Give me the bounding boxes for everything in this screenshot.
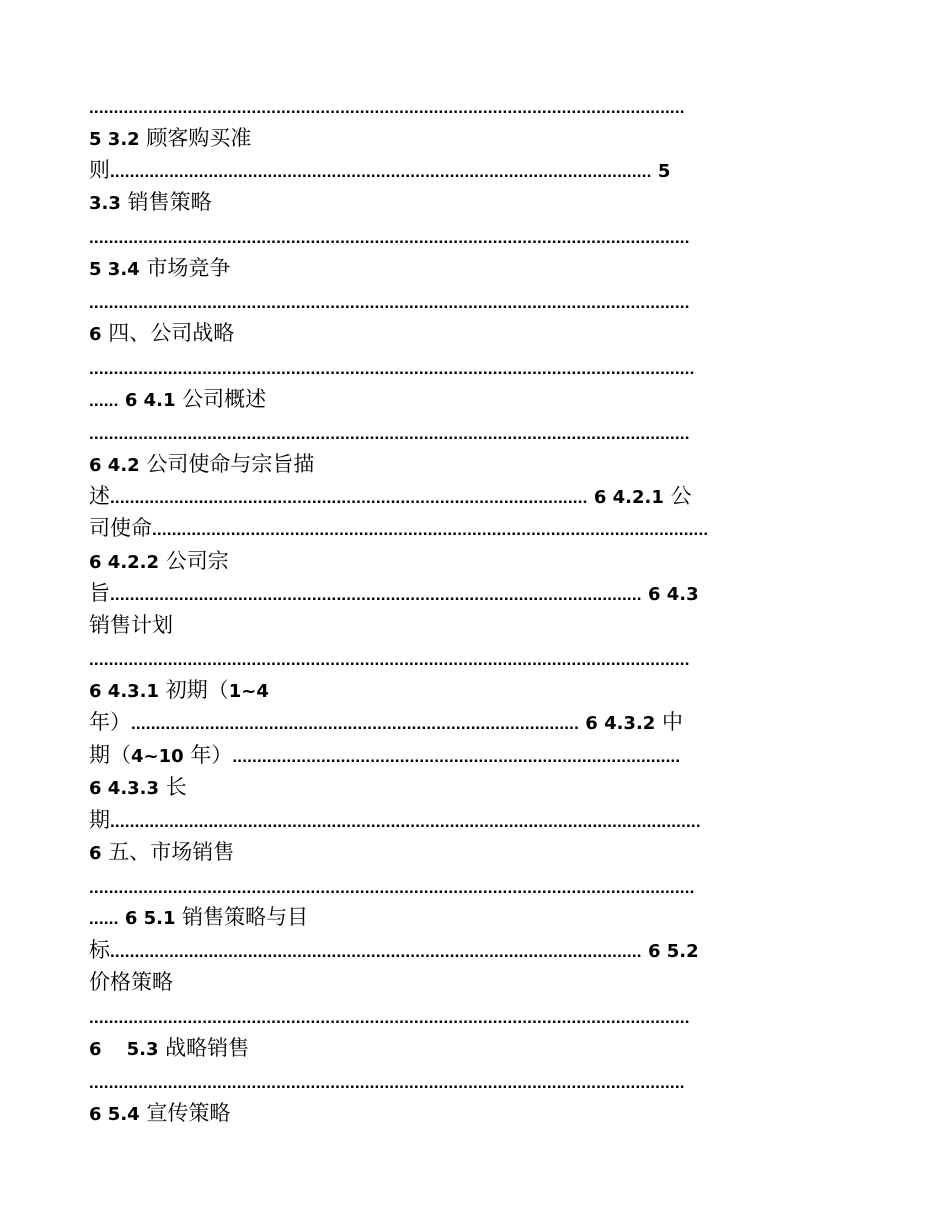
toc-line-5 bbox=[89, 221, 864, 251]
toc-line-15 bbox=[89, 546, 864, 576]
toc-title: 价格策略 bbox=[89, 970, 173, 994]
toc-title: 则 bbox=[89, 158, 110, 182]
toc-number: 6 4.2.1 bbox=[587, 487, 664, 508]
toc-number: 4~10 bbox=[131, 746, 184, 767]
toc-line-30 bbox=[89, 1033, 864, 1063]
toc-leader: ........................................................................................................................... bbox=[89, 878, 695, 897]
toc-line-1 bbox=[89, 91, 864, 121]
toc-number: 1~4 bbox=[228, 681, 269, 702]
toc-title: 四、公司战略 bbox=[101, 321, 235, 345]
toc-leader: ......................................................................................................................... bbox=[89, 1073, 685, 1092]
toc-number: 6 4.2 bbox=[89, 455, 140, 476]
toc-line-10 bbox=[89, 384, 864, 414]
toc-line-9 bbox=[89, 352, 864, 382]
toc-title: 市场竞争 bbox=[139, 256, 231, 280]
toc-number: 6 5.4 bbox=[89, 1104, 140, 1125]
toc-page-number: 6 bbox=[89, 843, 102, 864]
toc-line-32 bbox=[89, 1098, 864, 1128]
toc-line-4 bbox=[89, 187, 864, 217]
toc-title: 年） bbox=[183, 743, 233, 767]
toc-title: 销售计划 bbox=[89, 613, 173, 637]
toc-number: 6 4.3.2 bbox=[579, 713, 656, 734]
toc-title: 期 bbox=[89, 808, 110, 832]
toc-leader: ........................................................................................................................ bbox=[110, 812, 701, 831]
toc-number: 6 5.3 bbox=[89, 1039, 159, 1060]
toc-leader: ................................................................................................. bbox=[110, 488, 588, 507]
toc-page-number: 5 bbox=[651, 161, 671, 182]
toc-leader: ........................................................................................... bbox=[131, 714, 580, 733]
toc-line-3 bbox=[89, 155, 864, 185]
toc-line-26 bbox=[89, 902, 864, 932]
toc-title: 长 bbox=[159, 775, 187, 799]
toc-title: 司使命 bbox=[89, 516, 152, 540]
toc-line-24 bbox=[89, 837, 864, 867]
toc-line-7 bbox=[89, 286, 864, 316]
toc-line-29 bbox=[89, 1001, 864, 1031]
toc-leader: ...... bbox=[89, 391, 119, 410]
toc-title: 销售策略 bbox=[120, 190, 212, 214]
toc-page-number: 6 bbox=[89, 324, 102, 345]
toc-title: 初期（ bbox=[159, 678, 229, 702]
toc-title: 战略销售 bbox=[158, 1036, 250, 1060]
toc-line-28 bbox=[89, 967, 864, 997]
toc-title: 期（ bbox=[89, 743, 131, 767]
toc-number: 6 4.2.2 bbox=[89, 552, 160, 573]
toc-number: 5 3.4 bbox=[89, 259, 140, 280]
toc-title: 公司使命与宗旨描 bbox=[139, 452, 315, 476]
toc-leader: .......................................................................................................................... bbox=[89, 424, 690, 443]
toc-title: 顾客购买准 bbox=[139, 126, 252, 150]
toc-leader: ......................................................................................................................... bbox=[89, 98, 685, 117]
toc-line-16 bbox=[89, 578, 864, 608]
toc-line-11 bbox=[89, 417, 864, 447]
toc-line-12 bbox=[89, 449, 864, 479]
toc-line-31 bbox=[89, 1066, 864, 1096]
toc-leader: .......................................................................................................................... bbox=[89, 228, 690, 247]
toc-title: 公 bbox=[663, 484, 692, 508]
toc-line-6 bbox=[89, 253, 864, 283]
toc-number: 6 5.2 bbox=[641, 941, 699, 962]
toc-line-17 bbox=[89, 610, 864, 640]
toc-number: 5 3.2 bbox=[89, 129, 140, 150]
toc-title: 年） bbox=[89, 710, 131, 734]
toc-leader: ........................................................................................................................... bbox=[89, 359, 695, 378]
toc-number: 6 5.1 bbox=[118, 908, 176, 929]
toc-leader: .............................................................................................................. bbox=[110, 162, 652, 181]
toc-leader: .......................................................................................................................... bbox=[89, 1008, 690, 1027]
toc-line-20 bbox=[89, 707, 864, 737]
toc-number: 6 4.1 bbox=[118, 390, 176, 411]
toc-title: 公司宗 bbox=[159, 549, 229, 573]
toc-title: 五、市场销售 bbox=[101, 840, 235, 864]
toc-title: 公司概述 bbox=[175, 387, 267, 411]
toc-number: 3.3 bbox=[89, 193, 121, 214]
toc-line-19 bbox=[89, 675, 864, 705]
toc-line-22 bbox=[89, 772, 864, 802]
toc-title: 旨 bbox=[89, 581, 110, 605]
toc-title: 宣传策略 bbox=[139, 1101, 231, 1125]
toc-line-14 bbox=[89, 513, 864, 543]
toc-number: 6 4.3 bbox=[641, 584, 699, 605]
toc-title: 中 bbox=[655, 710, 684, 734]
toc-title: 述 bbox=[89, 484, 110, 508]
toc-line-8 bbox=[89, 318, 864, 348]
toc-line-2 bbox=[89, 123, 864, 153]
toc-line-18 bbox=[89, 643, 864, 673]
toc-leader: ............................................................................................................ bbox=[110, 585, 642, 604]
toc-leader: ................................................................................................................. bbox=[152, 520, 709, 539]
toc-number: 6 4.3.1 bbox=[89, 681, 160, 702]
toc-leader: ...... bbox=[89, 909, 119, 928]
toc-title: 销售策略与目 bbox=[175, 905, 309, 929]
toc-leader: ........................................................................................... bbox=[232, 747, 681, 766]
toc-line-13 bbox=[89, 481, 864, 511]
toc-leader: .......................................................................................................................... bbox=[89, 293, 690, 312]
toc-line-21 bbox=[89, 740, 864, 770]
toc-number: 6 4.3.3 bbox=[89, 778, 160, 799]
toc-line-27 bbox=[89, 935, 864, 965]
toc-title: 标 bbox=[89, 938, 110, 962]
toc-line-23 bbox=[89, 805, 864, 835]
toc-leader: ............................................................................................................ bbox=[110, 942, 642, 961]
toc-leader: .......................................................................................................................... bbox=[89, 650, 690, 669]
toc-line-25 bbox=[89, 871, 864, 901]
